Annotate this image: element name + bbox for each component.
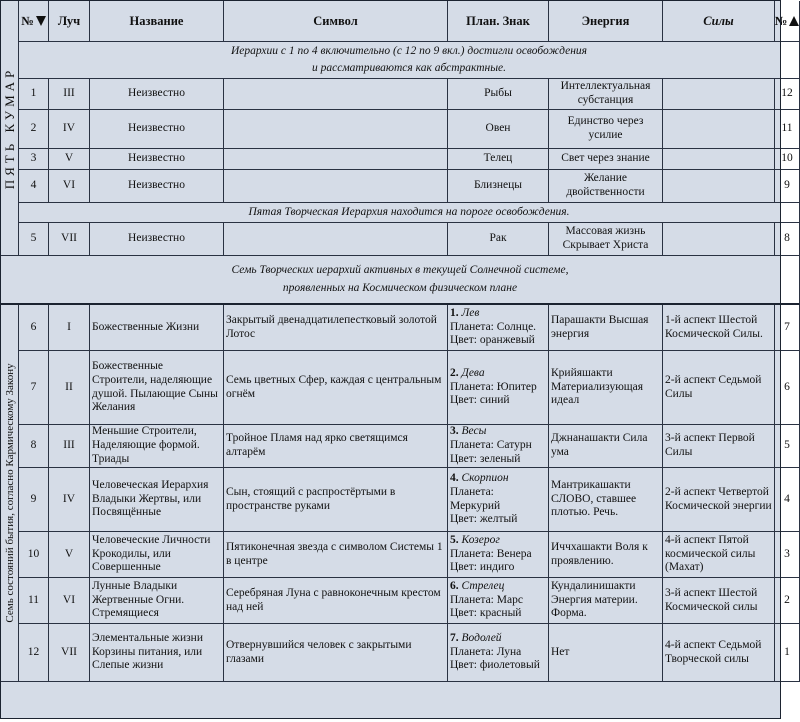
row-energy: Иччхашакти Воля к проявлению. (549, 532, 663, 578)
row-ray: III (49, 425, 90, 468)
row-energy: Джнанашакти Сила ума (549, 425, 663, 468)
row-planet-sign: Овен (448, 110, 549, 149)
row-symbol: Закрытый двенадцатилепестковый золотой Лотос (224, 305, 448, 351)
row-forces (663, 110, 775, 149)
band-fifth-hierarchy: Пятая Творческая Иерархия находится на пороге освобождения. (19, 203, 800, 223)
row-number-right: 1 (775, 624, 800, 682)
row-energy: Мантрикашакти СЛОВО, ставшее плотью. Речь. (549, 468, 663, 532)
header-number-left: № (19, 1, 49, 42)
row-forces (663, 223, 775, 256)
header-forces: Силы (663, 1, 775, 42)
row-number-right: 4 (775, 468, 800, 532)
row-ray: IV (49, 110, 90, 149)
row-ray: V (49, 532, 90, 578)
band-liberated-line-1: Иерархии с 1 по 4 включительно (с 12 по 9 вкл.) достигли освобождения (230, 44, 588, 57)
row-symbol (224, 223, 448, 256)
header-ray: Луч (49, 1, 90, 42)
row-forces (663, 170, 775, 203)
row-planet-sign: Близнецы (448, 170, 549, 203)
band-seven-hierarchies (1, 256, 800, 305)
row-symbol: Сын, стоящий с распростёртыми в пространстве руками (224, 468, 448, 532)
row-name: Лунные Владыки Жертвенные Огни. Стремящиеся (90, 578, 224, 624)
row-ray: I (49, 305, 90, 351)
row-planet-sign: Рак (448, 223, 549, 256)
row-energy: Парашакти Высшая энергия (549, 305, 663, 351)
row-planet-sign: 5. Козерог Планета: Венера Цвет: индиго (448, 532, 549, 578)
row-forces: 4-й аспект Пятой космической силы (Махат) (663, 532, 775, 578)
row-number-right: 6 (775, 351, 800, 425)
row-energy: Кундалинишакти Энергия материи. Форма. (549, 578, 663, 624)
row-number: 4 (19, 170, 49, 203)
header-symbol: Символ (224, 1, 448, 42)
row-number-right: 12 (775, 79, 800, 110)
row-name: Неизвестно (90, 170, 224, 203)
row-ray: VI (49, 170, 90, 203)
row-planet-sign: 4. Скорпион Планета: Меркурий Цвет: желтый (448, 468, 549, 532)
row-energy: Интеллектуальная субстанция (549, 79, 663, 110)
row-name: Меньшие Строители, Наделяющие формой. Триады (90, 425, 224, 468)
row-symbol (224, 110, 448, 149)
hierarchies-table (1, 1, 793, 718)
row-ray: V (49, 149, 90, 170)
row-ray: II (49, 351, 90, 425)
header-number-right: № (775, 1, 800, 42)
row-planet-sign: 1. Лев Планета: Солнце. Цвет: оранжевый (448, 305, 549, 351)
row-ray: VII (49, 624, 90, 682)
row-symbol: Серебряная Луна с равноконечным крестом над ней (224, 578, 448, 624)
row-energy: Единство через усилие (549, 110, 663, 149)
row-forces: 1-й аспект Шестой Космической Силы. (663, 305, 775, 351)
row-name: Неизвестно (90, 79, 224, 110)
row-forces: 2-й аспект Седьмой Силы (663, 351, 775, 425)
row-number: 1 (19, 79, 49, 110)
row-planet-sign: 2. Дева Планета: Юпитер Цвет: синий (448, 351, 549, 425)
row-number-right: 5 (775, 425, 800, 468)
row-planet-sign: Рыбы (448, 79, 549, 110)
row-name: Божественные Строители, наделяющие душой. Пылающие Сыны Желания (90, 351, 224, 425)
row-number-right: 7 (775, 305, 800, 351)
row-number-right: 2 (775, 578, 800, 624)
row-number: 9 (19, 468, 49, 532)
row-energy: Массовая жизнь Скрывает Христа (549, 223, 663, 256)
row-number: 12 (19, 624, 49, 682)
row-ray: IV (49, 468, 90, 532)
row-name: Неизвестно (90, 223, 224, 256)
row-ray: VI (49, 578, 90, 624)
row-name: Неизвестно (90, 149, 224, 170)
row-energy: Желание двойственности (549, 170, 663, 203)
row-symbol: Пятиконечная звезда с символом Системы 1 в центре (224, 532, 448, 578)
arrow-down-icon (36, 16, 46, 26)
row-number: 8 (19, 425, 49, 468)
row-forces: 3-й аспект Первой Силы (663, 425, 775, 468)
row-number: 6 (19, 305, 49, 351)
row-symbol (224, 149, 448, 170)
row-symbol: Тройное Пламя над ярко светящимся алтарём (224, 425, 448, 468)
row-forces: 2-й аспект Четвертой Космической энергии (663, 468, 775, 532)
row-planet-sign: 7. Водолей Планета: Луна Цвет: фиолетовый (448, 624, 549, 682)
row-planet-sign: Телец (448, 149, 549, 170)
band-liberated-line-2: и рассматриваются как абстрактные. (311, 62, 507, 74)
row-ray: III (49, 79, 90, 110)
row-energy: Свет через знание (549, 149, 663, 170)
row-symbol: Отвернувшийся человек с закрытыми глазами (224, 624, 448, 682)
row-planet-sign: 3. Весы Планета: Сатурн Цвет: зеленый (448, 425, 549, 468)
header-name: Название (90, 1, 224, 42)
row-forces: 4-й аспект Седьмой Творческой силы (663, 624, 775, 682)
row-number: 2 (19, 110, 49, 149)
row-name: Элементальные жизни Корзины питания, или Слепые жизни (90, 624, 224, 682)
row-number: 10 (19, 532, 49, 578)
row-energy: Нет (549, 624, 663, 682)
row-forces: 3-й аспект Шестой Космической силы (663, 578, 775, 624)
row-number: 5 (19, 223, 49, 256)
row-name: Человеческая Иерархия Владыки Жертвы, или Посвящённые (90, 468, 224, 532)
row-forces (663, 149, 775, 170)
row-energy: Крийяшакти Материализующая идеал (549, 351, 663, 425)
row-number: 3 (19, 149, 49, 170)
row-planet-sign: 6. Стрелец Планета: Марс Цвет: красный (448, 578, 549, 624)
row-symbol (224, 79, 448, 110)
band-liberated (19, 42, 800, 79)
header-planet-sign: План. Знак (448, 1, 549, 42)
header-energy: Энергия (549, 1, 663, 42)
row-symbol (224, 170, 448, 203)
row-name: Божественные Жизни (90, 305, 224, 351)
row-ray: VII (49, 223, 90, 256)
row-name: Человеческие Личности Крокодилы, или Совершенные (90, 532, 224, 578)
row-number-right: 3 (775, 532, 800, 578)
arrow-up-icon (789, 16, 799, 26)
side-label-seven-states: Семь состояний бытия, согласно Кармическому Закону (1, 305, 19, 682)
band-seven-line-2: проявленных на Космическом физическом плане (282, 281, 518, 294)
band-seven-line-1: Семь Творческих иерархий активных в текущей Солнечной системе, (231, 264, 569, 277)
row-name: Неизвестно (90, 110, 224, 149)
row-number-right: 8 (775, 223, 800, 256)
row-number-right: 9 (775, 170, 800, 203)
row-number: 7 (19, 351, 49, 425)
side-label-five-kumaras: ПЯТЬ КУМАР (1, 1, 19, 256)
row-symbol: Семь цветных Сфер, каждая с центральным огнём (224, 351, 448, 425)
row-number-right: 11 (775, 110, 800, 149)
row-forces (663, 79, 775, 110)
row-number-right: 10 (775, 149, 800, 170)
row-number: 11 (19, 578, 49, 624)
